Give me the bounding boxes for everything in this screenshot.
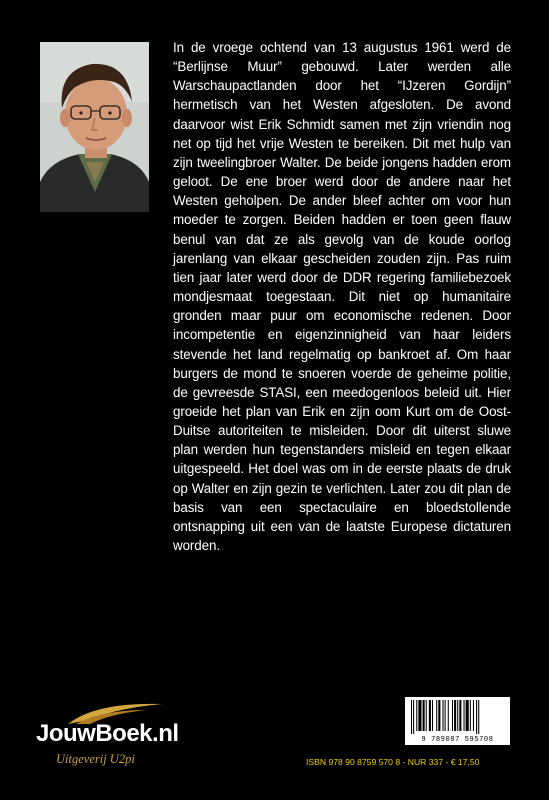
barcode-bar	[454, 700, 456, 731]
barcode-bar	[416, 700, 417, 731]
barcode-bar	[452, 700, 453, 731]
barcode-bar	[473, 700, 474, 731]
barcode-bar	[418, 700, 421, 731]
barcode-bar	[476, 700, 477, 734]
isbn-price-line: ISBN 978 90 8759 570 8 - NUR 337 - € 17,50	[306, 757, 480, 767]
barcode-bar	[470, 700, 471, 731]
barcode-bar	[429, 700, 431, 731]
barcode-bar	[438, 700, 440, 731]
barcode-bar	[426, 700, 427, 731]
barcode-bar	[464, 700, 465, 731]
barcode-bar	[432, 700, 433, 731]
barcode-bar	[411, 700, 412, 734]
author-photo	[40, 42, 149, 212]
ean-13-barcode-icon	[409, 700, 506, 734]
barcode-bar	[478, 700, 479, 734]
publisher-subtitle: Uitgeverij U2pi	[56, 752, 135, 766]
blurb-text: In de vroege ochtend van 13 augustus 1961 werd de “Berlijnse Muur” gebouwd. Later werden alle Warschaupactlanden door het “IJzeren Gordijn” hermetisch van het Westen afgesloten. De avond daarvoor wist Erik Schmidt samen met zijn vriendin nog net op tijd het vrije Westen te bereiken. Dit met hulp van zijn tweelingbroer Walter. De beide jongens hadden erom geloot. De ene broer werd door de andere naar het Westen geholpen. De ander bleef achter om voor hun moeder te zorgen. Beiden hadden er toen geen flauw benul van dat ze als gevolg van de koude oorlog jarenlang van elkaar gescheiden zouden zijn. Pas ruim tien jaar later werd door de DDR regering familiebezoek mondjesmaat toegestaan. Dit niet op humanitaire gronden maar puur om economische redenen. Door incompetentie en eigenzinnigheid van haar leiders stevende het land regelmatig op bankroet af. Om haar burgers de mond te snoeren voerde de geheime politie, de gevreesde STASI, een meedogenloos beleid uit. Hier groeide het plan van Erik en zijn oom Kurt om de Oost-Duitse autoriteiten te misleiden. Door dit uiterst sluwe plan werden hun tegenstanders misleid en tegen elkaar uitgespeeld. Het doel was om in de eerste plaats de druk op Walter en zijn gezin te verlichten. Later zou dit plan de basis van een spectaculaire en bloedstollende ontsnapping uit een van de laatste Europese dictaturen worden.	[173, 40, 511, 554]
barcode-bar	[457, 700, 458, 731]
barcode-bar	[443, 700, 444, 731]
barcode	[405, 697, 510, 745]
barcode-number: 9 789087 595708	[421, 736, 494, 744]
barcode-bar	[413, 700, 414, 734]
publisher-name: JouwBoek.nl	[36, 720, 179, 747]
barcode-bar	[423, 700, 425, 731]
barcode-bar	[466, 700, 469, 731]
barcode-bar	[448, 700, 449, 731]
barcode-bar	[436, 700, 437, 731]
publisher-logo	[36, 700, 196, 772]
barcode-bar	[459, 700, 461, 731]
barcode-bar	[445, 700, 446, 731]
